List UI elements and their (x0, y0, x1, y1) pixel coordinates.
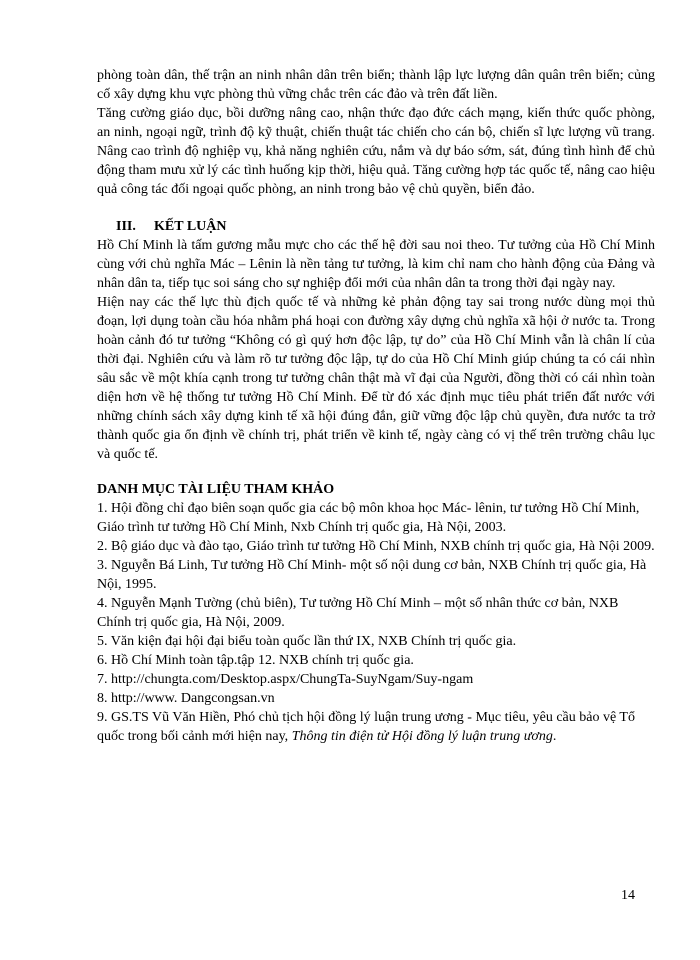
reference-source-italic: Thông tin điện tử Hội đồng lý luận trung ương (291, 729, 553, 744)
reference-item: 1. Hội đồng chỉ đạo biên soạn quốc gia các bộ môn khoa học Mác- lênin, tư tưởng Hồ Chí Minh, Giáo trình tư tưởng Hồ Chí Minh, Nxb Chính trị quốc gia, Hà Nội, 2003. (97, 501, 640, 535)
paragraph: Hồ Chí Minh là tấm gương mẫu mực cho các thế hệ đời sau noi theo. Tư tưởng của Hồ Chí Minh cùng với chủ nghĩa Mác – Lênin là nền tảng tư tưởng, là kim chỉ nam cho hành động của Đảng và nhân dân ta, tiếp tục soi sáng cho sự nghiệp đổi mới của nhân dân ta trong thời đại ngày nay. (97, 238, 655, 291)
paragraph: phòng toàn dân, thế trận an ninh nhân dân trên biển; thành lập lực lượng dân quân trên biển; củng cố xây dựng khu vực phòng thủ vững chắc trên các đảo và trên đất liền. (97, 68, 655, 102)
section-heading (97, 217, 655, 236)
reference-item: 4. Nguyễn Mạnh Tường (chủ biên), Tư tưởng Hồ Chí Minh – một số nhân thức cơ bản, NXB Chính trị quốc gia, Hà Nội, 2009. (97, 596, 619, 630)
reference-item: 5. Văn kiện đại hội đại biểu toàn quốc lần thứ IX, NXB Chính trị quốc gia. (97, 634, 517, 649)
reference-item: 8. http://www. Dangcongsan.vn (97, 691, 275, 706)
section-number: III. (116, 219, 136, 234)
section-title: KẾT LUẬN (154, 219, 227, 234)
references-title: DANH MỤC TÀI LIỆU THAM KHẢO (97, 482, 335, 497)
page-content (97, 66, 655, 746)
reference-text: 9. GS.TS Vũ Văn Hiền, Phó chủ tịch hội đồng lý luận trung ương - Mục tiêu, yêu cầu bảo vệ Tổ quốc trong bối cảnh mới hiện nay, (97, 710, 635, 744)
reference-item: 6. Hồ Chí Minh toàn tập.tập 12. NXB chính trị quốc gia. (97, 653, 414, 668)
paragraph: Tăng cường giáo dục, bồi dưỡng nâng cao, nhận thức đạo đức cách mạng, kiến thức quốc phòng, an ninh, ngoại ngữ, trình độ kỹ thuật, chiến thuật tác chiến cho cán bộ, chiến sĩ lực lượng vũ trang. Nâng cao trình độ nghiệp vụ, khả năng nghiên cứu, nắm và dự báo sớm, sát, đúng tình hình để chủ động tham mưu xử lý các tình huống kịp thời, hiệu quả. Tăng cường hợp tác quốc tế, nâng cao hiệu quả công tác đối ngoại quốc phòng, an ninh trong bảo vệ chủ quyền, biển đảo. (97, 106, 655, 197)
paragraph: Hiện nay các thế lực thù địch quốc tế và những kẻ phản động tay sai trong nước dùng mọi thủ đoạn, lợi dụng toàn cầu hóa nhằm phá hoại con đường xây dựng chủ nghĩa xã hội ở nước ta. Trong hoàn cảnh đó tư tưởng “Không có gì quý hơn độc lập, tự do” của Hồ Chí Minh vẫn là chân lí của thời đại. Nghiên cứu và làm rõ tư tưởng độc lập, tự do của Hồ Chí Minh giúp chúng ta có cái nhìn sâu sắc về một khía cạnh trong tư tưởng chân thật mà vĩ đại của Người, đồng thời có cái nhìn toàn diện hơn về hệ thống tư tưởng Hồ Chí Minh. Để từ đó xác định mục tiêu phát triển đất nước với những chính sách xây dựng kinh tế xã hội đúng đắn, giữ vững độc lập chủ quyền, đưa nước ta trở thành quốc gia ổn định về chính trị, phát triển về kinh tế, ngày càng có vị thế trên trường châu lục và quốc tế. (97, 295, 655, 462)
page-number: 14 (621, 888, 635, 903)
reference-item: 2. Bộ giáo dục và đào tạo, Giáo trình tư tưởng Hồ Chí Minh, NXB chính trị quốc gia, Hà Nội 2009. (97, 539, 655, 554)
reference-end: . (552, 729, 557, 744)
reference-item: 7. http://chungta.com/Desktop.aspx/ChungTa-SuyNgam/Suy-ngam (97, 672, 474, 687)
reference-item (97, 708, 655, 746)
reference-item: 3. Nguyễn Bá Linh, Tư tưởng Hồ Chí Minh- một số nội dung cơ bản, NXB Chính trị quốc gia, Hà Nội, 1995. (97, 558, 647, 592)
